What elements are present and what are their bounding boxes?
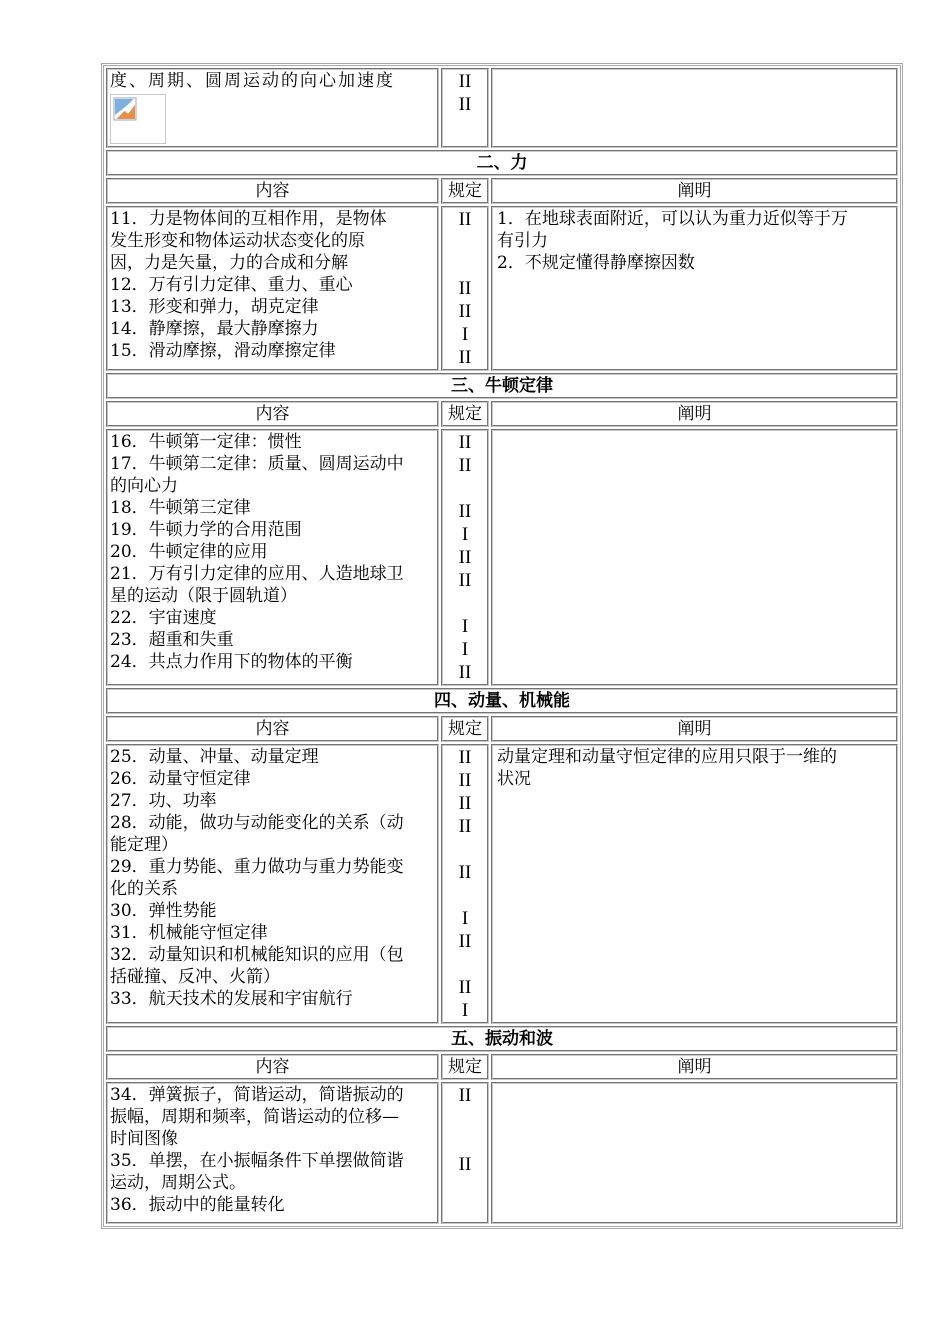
content-line: 20．牛顿定律的应用 (110, 542, 268, 562)
content-line: 能定理） (110, 835, 178, 855)
level-mark: II (458, 278, 472, 299)
level-cell (441, 206, 489, 371)
content-line: 11．力是物体间的互相作用，是物体 (110, 209, 387, 229)
content-line: 发生形变和物体运动状态变化的原 (110, 231, 365, 251)
note-line: 有引力 (497, 231, 548, 251)
content-line: 31．机械能守恒定律 (110, 923, 268, 943)
level-mark: II (458, 209, 472, 230)
level-mark: I (461, 1000, 469, 1021)
column-header-row (106, 716, 898, 742)
level-mark (443, 592, 487, 615)
level-mark: I (461, 324, 469, 345)
section-body-row (106, 1082, 898, 1224)
top-continuation-row (106, 68, 898, 148)
note-line: 1．在地球表面附近，可以认为重力近似等于万 (497, 209, 848, 229)
content-line: 18．牛顿第三定律 (110, 498, 251, 518)
content-line: 24．共点力作用下的物体的平衡 (110, 652, 353, 672)
content-line: 33．航天技术的发展和宇宙航行 (110, 989, 353, 1009)
content-line: 19．牛顿力学的合用范围 (110, 520, 302, 540)
level-mark: I (461, 616, 469, 637)
column-header-content: 内容 (106, 716, 439, 742)
syllabus-page (101, 63, 903, 1229)
section-title: 五、振动和波 (106, 1026, 898, 1052)
top-row-level: II (458, 71, 472, 92)
note-line: 2．不规定懂得静摩擦因数 (497, 253, 695, 273)
column-header-level: 规定 (441, 1054, 489, 1080)
content-line: 星的运动（限于圆轨道） (110, 586, 297, 606)
level-mark: II (458, 662, 472, 683)
level-mark: II (458, 793, 472, 814)
content-line: 25．动量、冲量、动量定理 (110, 747, 319, 767)
section-title-row (106, 150, 898, 176)
notes-cell (491, 429, 898, 686)
top-row-content: 度、周期、圆周运动的向心加速度 (110, 71, 395, 91)
section-title: 四、动量、机械能 (106, 688, 898, 714)
column-header-content: 内容 (106, 178, 439, 204)
column-header-level: 规定 (441, 178, 489, 204)
level-mark: I (461, 524, 469, 545)
section-body-row (106, 744, 898, 1024)
level-mark: I (461, 908, 469, 929)
level-mark (443, 838, 487, 861)
section-body-row (106, 429, 898, 686)
note-line: 动量定理和动量守恒定律的应用只限于一维的 (497, 747, 837, 767)
level-cell (441, 429, 489, 686)
level-mark (443, 1130, 487, 1153)
level-mark (443, 884, 487, 907)
column-header-notes: 阐明 (491, 716, 898, 742)
syllabus-table (104, 66, 900, 1226)
content-line: 34．弹簧振子，简谐运动，简谐振动的 (110, 1085, 404, 1105)
content-line: 27．功、功率 (110, 791, 217, 811)
column-header-content: 内容 (106, 401, 439, 427)
notes-cell (491, 206, 898, 371)
column-header-content: 内容 (106, 1054, 439, 1080)
content-line: 32．动量知识和机械能知识的应用（包 (110, 945, 404, 965)
top-row-notes (491, 68, 898, 148)
content-line: 13．形变和弹力，胡克定律 (110, 297, 319, 317)
column-header-notes: 阐明 (491, 401, 898, 427)
column-header-level: 规定 (441, 401, 489, 427)
syllabus-table-frame (101, 63, 903, 1229)
content-line: 因，力是矢量，力的合成和分解 (110, 253, 348, 273)
column-header-row (106, 178, 898, 204)
section-title: 三、牛顿定律 (106, 373, 898, 399)
broken-image-icon (110, 94, 166, 144)
level-mark: II (458, 570, 472, 591)
content-line: 14．静摩擦，最大静摩擦力 (110, 319, 319, 339)
level-mark: II (458, 455, 472, 476)
level-mark (443, 953, 487, 976)
level-mark (443, 477, 487, 500)
column-header-notes: 阐明 (491, 1054, 898, 1080)
column-header-row (106, 1054, 898, 1080)
content-line: 35．单摆，在小振幅条件下单摆做简谐 (110, 1151, 404, 1171)
content-line: 36．振动中的能量转化 (110, 1195, 285, 1215)
content-line: 30．弹性势能 (110, 901, 217, 921)
level-mark: II (458, 501, 472, 522)
content-line: 振幅，周期和频率，简谐运动的位移— (110, 1107, 399, 1127)
content-line: 运动，周期公式。 (110, 1173, 246, 1193)
content-line: 29．重力势能、重力做功与重力势能变 (110, 857, 404, 877)
section-body-row (106, 206, 898, 371)
notes-cell (491, 1082, 898, 1224)
level-mark: II (458, 301, 472, 322)
content-line: 26．动量守恒定律 (110, 769, 251, 789)
level-mark: II (458, 931, 472, 952)
content-cell (106, 206, 439, 371)
level-mark (443, 231, 487, 254)
top-row-level: II (458, 94, 472, 115)
content-cell (106, 429, 439, 686)
content-line: 28．动能，做功与动能变化的关系（动 (110, 813, 404, 833)
level-mark: II (458, 816, 472, 837)
content-line: 时间图像 (110, 1129, 178, 1149)
level-mark: I (461, 639, 469, 660)
column-header-notes: 阐明 (491, 178, 898, 204)
section-title: 二、力 (106, 150, 898, 176)
section-title-row (106, 1026, 898, 1052)
column-header-row (106, 401, 898, 427)
content-line: 21．万有引力定律的应用、人造地球卫 (110, 564, 404, 584)
notes-cell (491, 744, 898, 1024)
level-mark: II (458, 1085, 472, 1106)
level-mark: II (458, 977, 472, 998)
content-line: 15．滑动摩擦，滑动摩擦定律 (110, 341, 336, 361)
level-cell (441, 744, 489, 1024)
content-line: 17．牛顿第二定律：质量、圆周运动中 (110, 454, 404, 474)
content-cell (106, 1082, 439, 1224)
content-cell (106, 744, 439, 1024)
level-mark: II (458, 347, 472, 368)
level-mark: II (458, 770, 472, 791)
content-line: 12．万有引力定律、重力、重心 (110, 275, 353, 295)
note-line: 状况 (497, 769, 531, 789)
level-cell (441, 1082, 489, 1224)
section-title-row (106, 688, 898, 714)
content-line: 化的关系 (110, 879, 178, 899)
level-mark: II (458, 862, 472, 883)
level-mark: II (458, 547, 472, 568)
section-title-row (106, 373, 898, 399)
content-line: 的向心力 (110, 476, 178, 496)
level-mark (443, 1107, 487, 1130)
level-mark (443, 1199, 487, 1222)
content-line: 括碰撞、反冲、火箭） (110, 967, 280, 987)
level-mark (443, 254, 487, 277)
content-line: 23．超重和失重 (110, 630, 234, 650)
content-line: 16．牛顿第一定律：惯性 (110, 432, 302, 452)
level-mark: II (458, 747, 472, 768)
level-mark: II (458, 1154, 472, 1175)
column-header-level: 规定 (441, 716, 489, 742)
content-line: 22．宇宙速度 (110, 608, 217, 628)
level-mark (443, 1176, 487, 1199)
level-mark: II (458, 432, 472, 453)
